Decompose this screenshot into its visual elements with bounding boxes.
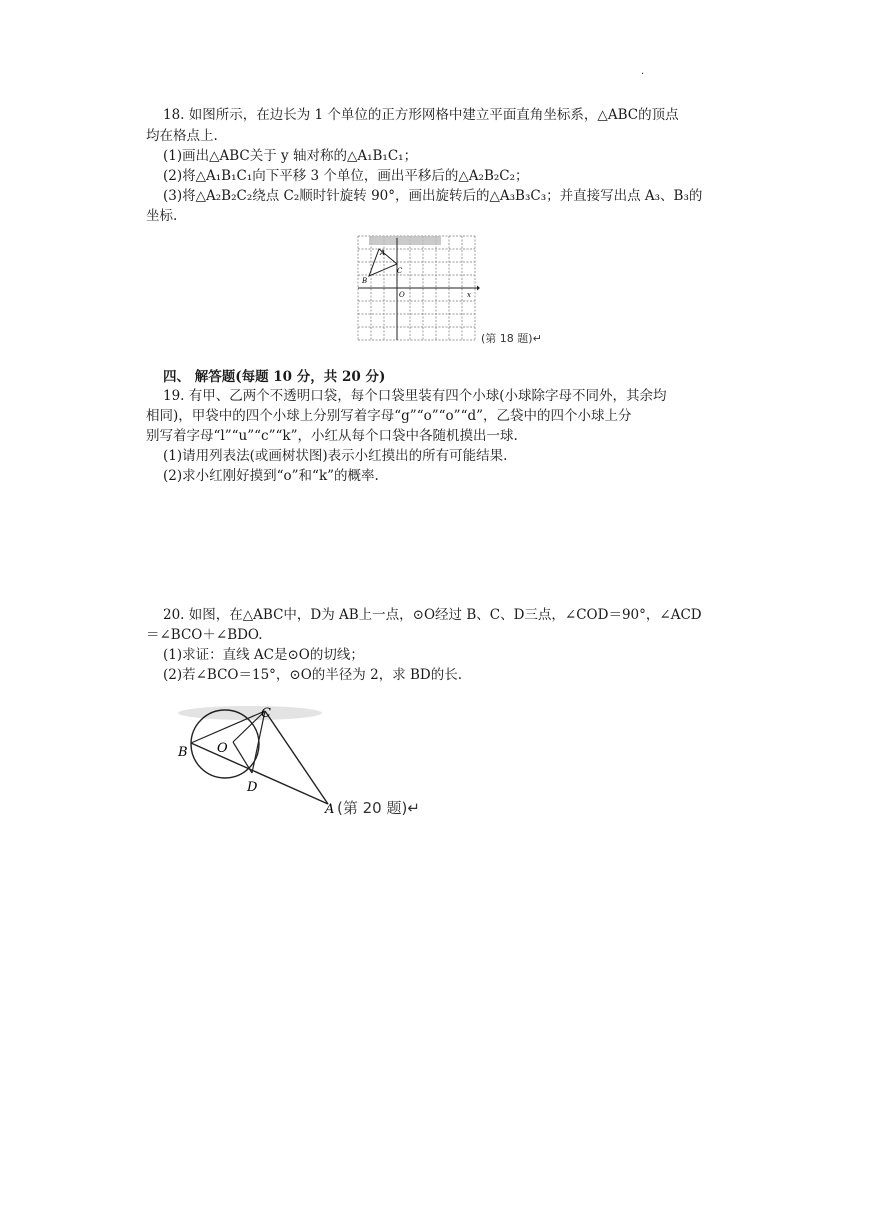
- label-A: A: [325, 802, 335, 817]
- q20-line2: ＝∠BCO＋∠BDO.: [146, 627, 263, 643]
- q20-circle-figure: [170, 700, 340, 820]
- q18-line2: 均在格点上.: [146, 128, 218, 144]
- label-O: O: [399, 291, 405, 299]
- section4-heading: 四、 解答题(每题 10 分，共 20 分): [163, 369, 386, 385]
- q19-line1: 19. 有甲、乙两个不透明口袋，每个口袋里装有四个小球(小球除字母不同外，其余均: [163, 388, 667, 404]
- q18-caption: (第 18 题)↵: [481, 332, 542, 345]
- label-C: C: [261, 706, 271, 721]
- x-axis-arrow-icon: [477, 286, 480, 291]
- q20-part2: (2)若∠BCO＝15°，⊙O的半径为 2，求 BD的长.: [163, 667, 463, 683]
- page-marker-dot: .: [641, 66, 645, 77]
- label-B: B: [178, 745, 188, 760]
- q19-part1: (1)请用列表法(或画树状图)表示小红摸出的所有可能结果.: [163, 448, 508, 464]
- q18-part3: (3)将△A₂B₂C₂绕点 C₂顺时针旋转 90°，画出旋转后的△A₃B₃C₃；并直接写出点 A₃、B₃的: [163, 188, 703, 204]
- q18-line1: 18. 如图所示，在边长为 1 个单位的正方形网格中建立平面直角坐标系，△ABC的顶点: [163, 107, 679, 123]
- q19-line3: 别写着字母“l”“u”“c”“k”，小红从每个口袋中各随机摸出一球.: [146, 428, 518, 444]
- q18-grid-figure: [355, 234, 480, 342]
- label-B: B: [362, 277, 368, 285]
- label-C: C: [397, 267, 403, 275]
- q19-part2: (2)求小红刚好摸到“o”和“k”的概率.: [163, 468, 379, 484]
- segment-OD: [233, 742, 252, 773]
- q20-line1: 20. 如图，在△ABC中，D为 AB上一点，⊙O经过 B、C、D三点，∠COD＝90°，∠ACD: [163, 607, 702, 623]
- q20-caption: (第 20 题)↵: [337, 799, 420, 817]
- label-x: x: [467, 291, 471, 299]
- q19-line2: 相同)，甲袋中的四个小球上分别写着字母“g”“o”“o”“d”，乙袋中的四个小球上分: [146, 408, 632, 424]
- q20-part1: (1)求证：直线 AC是⊙O的切线；: [163, 647, 364, 663]
- label-A: A: [380, 249, 386, 257]
- q18-line-end: 坐标.: [146, 208, 178, 224]
- smudge: [369, 236, 441, 245]
- label-D: D: [247, 780, 258, 795]
- label-O: O: [217, 741, 228, 756]
- q18-part1: (1)画出△ABC关于 y 轴对称的△A₁B₁C₁；: [163, 148, 418, 164]
- q18-part2: (2)将△A₁B₁C₁向下平移 3 个单位，画出平移后的△A₂B₂C₂；: [163, 168, 529, 184]
